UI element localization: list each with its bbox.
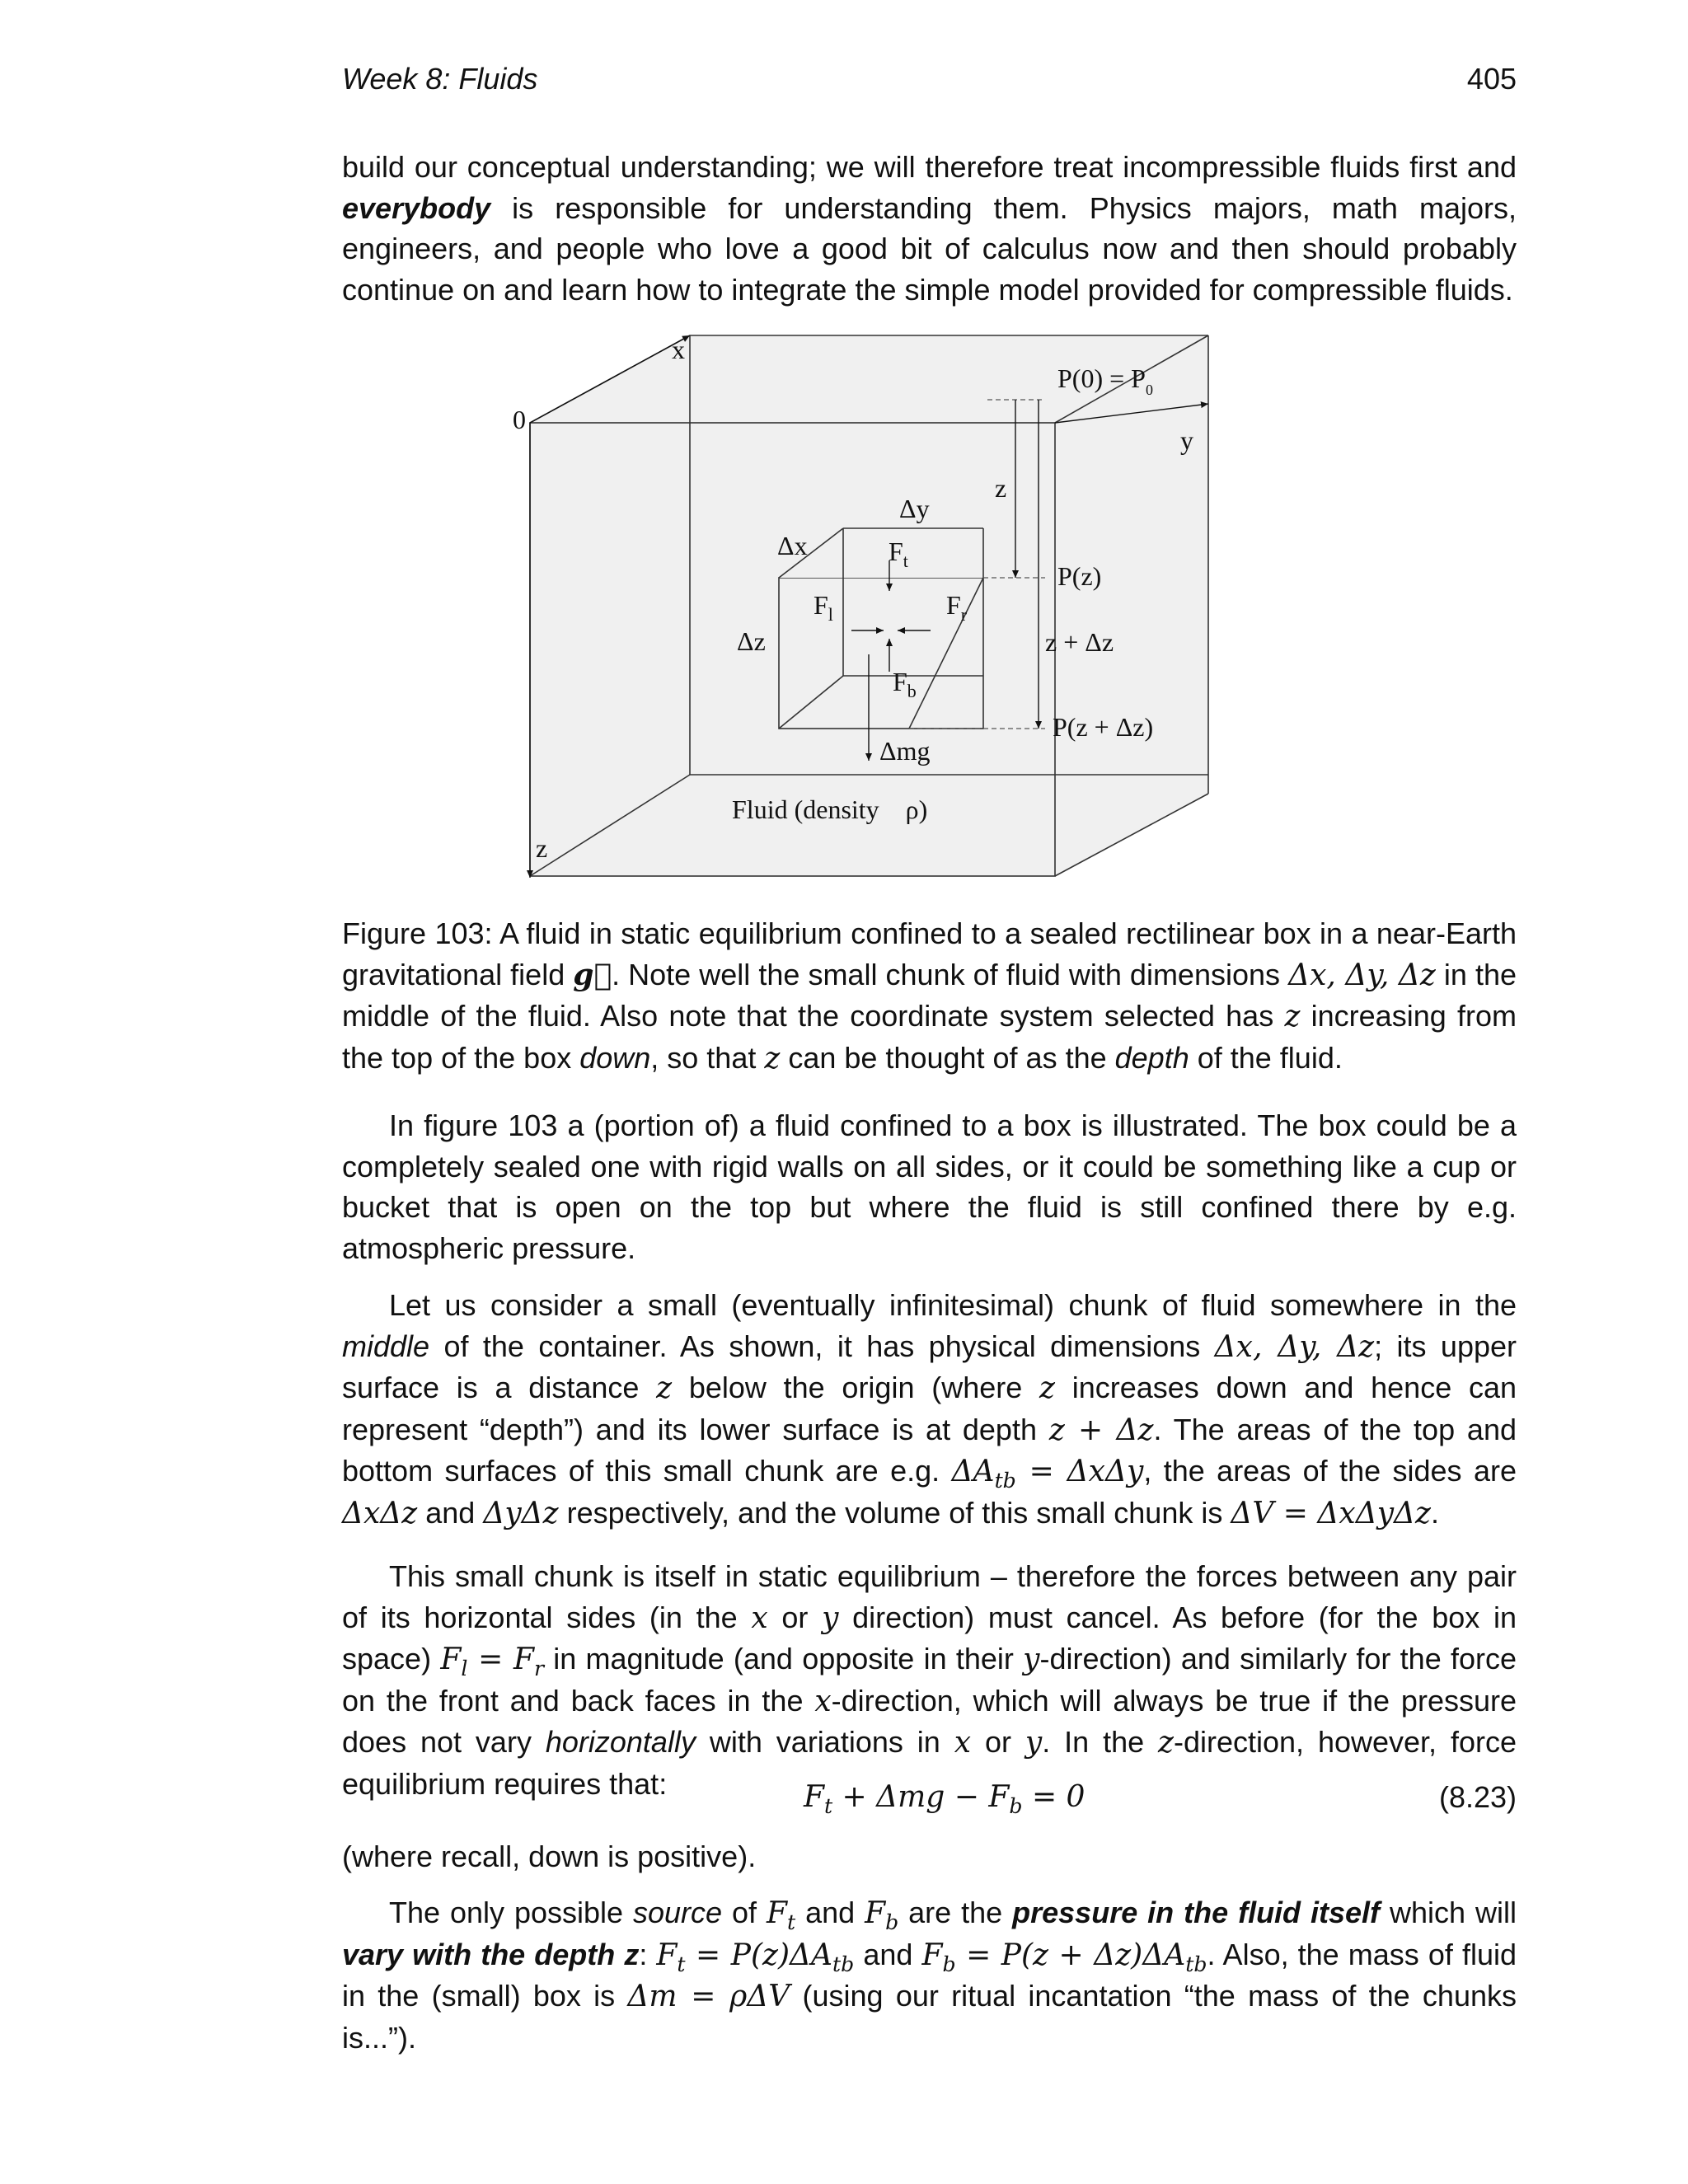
page-number: 405 (1466, 62, 1517, 96)
equation-body: $F_t + \Delta mg - F_b = 0$ (804, 1780, 1085, 1819)
section-title: Week 8: Fluids (342, 62, 538, 96)
dz-label: Δz (737, 626, 766, 656)
pz-label: P(z) (1057, 561, 1102, 591)
depth-z-label: z (995, 473, 1007, 503)
figure-103 (495, 321, 1236, 886)
fluid-chunk-cube (779, 528, 983, 729)
equation-8-23 (342, 1780, 1517, 1821)
g-vector: g⃗ (573, 957, 612, 992)
dx-label: Δx (777, 531, 808, 560)
x-axis-label: x (672, 335, 685, 364)
intro-paragraph: build our conceptual understanding; we will therefore treat incompressible fluids first and everybody is responsible for understanding them. Physics majors, math majors, engineers, and people who love a good bit of calculus now and then should probably continue on and learn how to integrate the simple model provided for compressible fluids. (342, 150, 1517, 307)
paragraph-5: The only possible source of $F_t$ and $F_b$ are the pressure in the fluid itself which will vary with the depth z: $F_t = P(z)\Delta A_{tb}$ and $F_b = P(z + \Delta z)\Delta A_{tb}$. Also, the mass of fluid in the (small) box is Δm = ρΔV (using our ritual incantation “the mass of the chunks is...”). (342, 1896, 1517, 2055)
paragraph-1: In figure 103 a (portion of) a fluid confined to a box is illustrated. The box could be a completely sealed one with rigid walls on all sides, or it could be something like a cup or bucket that is open on the top but where the fluid is still confined there by e.g. atmospheric pressure. (342, 1108, 1517, 1265)
paragraph-2: Let us consider a small (eventually infinitesimal) chunk of fluid somewhere in the middle of the container. As shown, it has physical dimensions Δx, Δy, Δz; its upper surface is a distance z below the origin (where z increases down and hence can represent “depth”) and its lower surface is at depth z + Δz. The areas of the top and bottom surfaces of this small chunk are e.g. $\Delta A_{tb} = \Delta x\Delta y$, the areas of the sides are ΔxΔz and ΔyΔz respectively, and the volume of this small chunk is ΔV = ΔxΔyΔz. (342, 1288, 1517, 1530)
paragraph-3: This small chunk is itself in static equilibrium – therefore the forces between any pair of its horizontal sides (in the x or y direction) must cancel. As before (for the box in space) $F_l = F_r$ in magnitude (and opposite in their y-direction) and similarly for the force on the front and back faces in the x-direction, which will always be true if the pressure does not vary horizontally with variations in x or y. In the z-direction, however, force equilibrium requires that: (342, 1559, 1517, 1801)
ft-label: $F_t$ (889, 537, 908, 571)
fl-label: $F_l$ (814, 590, 833, 625)
paragraph-4: (where recall, down is positive). (342, 1840, 757, 1873)
emphasis: everybody (342, 190, 491, 225)
equation-number: (8.23) (1438, 1780, 1517, 1814)
z-axis-label: z (536, 833, 548, 863)
fluid-box-diagram (495, 321, 1236, 886)
fr-label: $F_r$ (946, 590, 968, 625)
dy-label: Δy (899, 494, 930, 523)
fluid-density-label: Fluid (density ρ) (732, 794, 928, 824)
z-plus-dz-label: z + Δz (1045, 627, 1114, 657)
origin-label: 0 (513, 405, 526, 434)
fb-label: $F_b$ (893, 667, 917, 701)
y-axis-label: y (1180, 425, 1193, 455)
figure-caption: Figure 103: A fluid in static equilibrium confined to a sealed rectilinear box in a near-Earth gravitational field g⃗. Note well the small chunk of fluid with dimensions Δx, Δy, Δz in the middle of the fluid. Also note that the coordinate system selected has z increasing from the top of the box down, so that z can be thought of as the depth of the fluid. (342, 916, 1517, 1076)
running-header (342, 62, 1517, 103)
dmg-label: Δmg (879, 736, 931, 766)
p0-label: $P(0) = P_0$ (1057, 363, 1153, 398)
p-z-dz-label: P(z + Δz) (1053, 712, 1154, 742)
